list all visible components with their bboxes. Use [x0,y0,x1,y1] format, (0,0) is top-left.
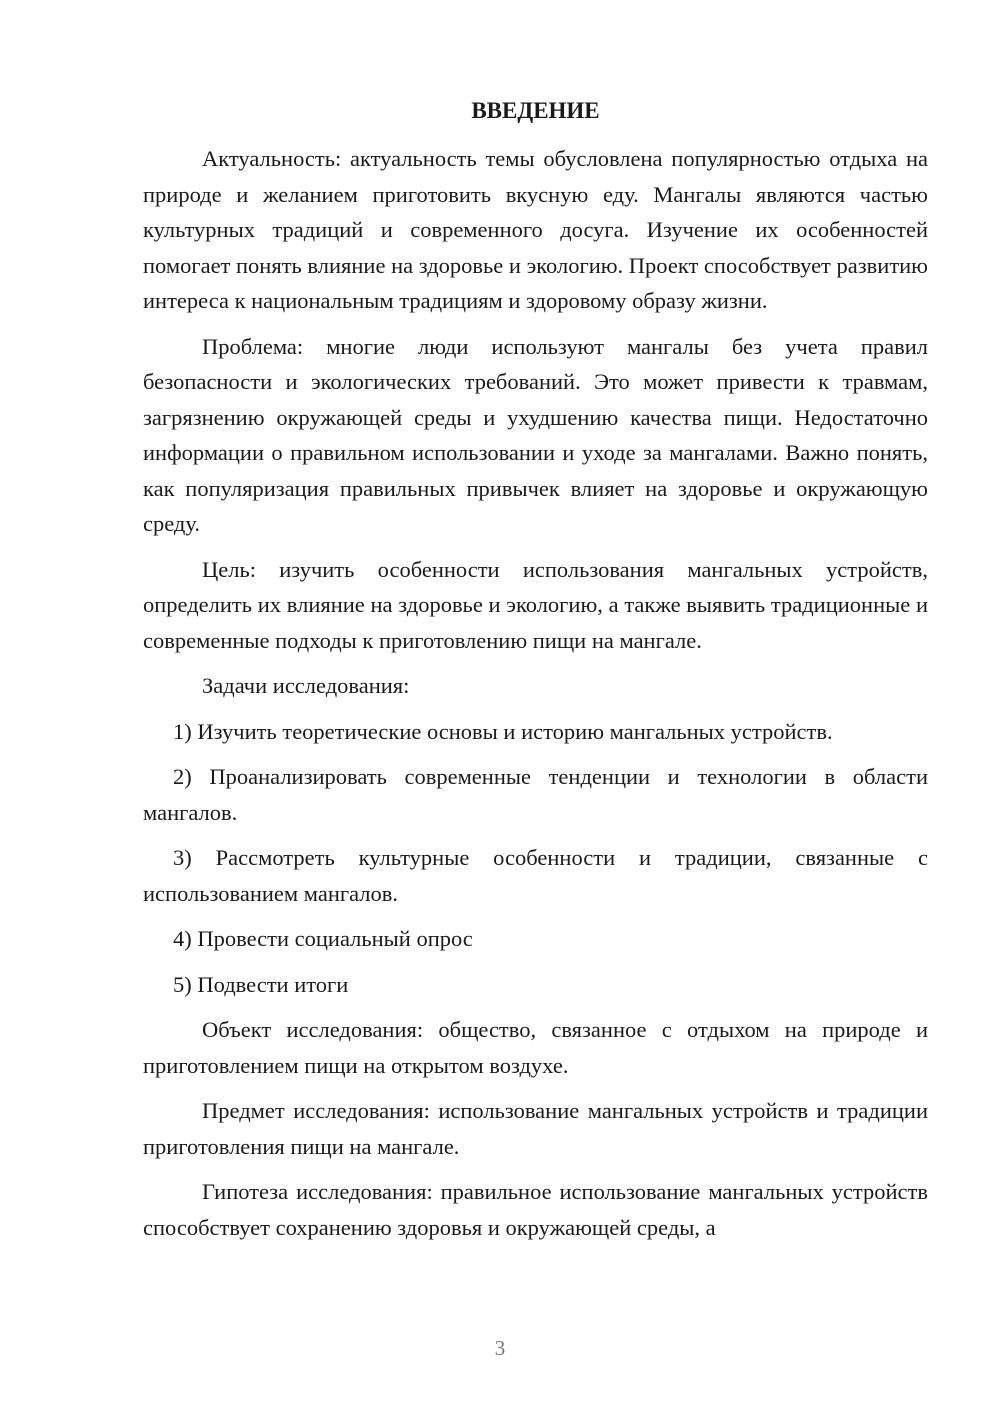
paragraph-goal: Цель: изучить особенности использования мангальных устройств, определить их влияние на здоровье и экологию, а также выявить традиционные и современные подходы к приготовлению пищи на мангале. [143,556,928,653]
paragraph-hypothesis: Гипотеза исследования: правильное использование мангальных устройств способствует сохранению здоровья и окружающей среды, а [143,1179,928,1240]
paragraph-tasks-heading: Задачи исследования: [202,673,410,698]
task-item-2: 2) Проанализировать современные тенденции и технологии в области мангалов. [143,764,928,825]
paragraph-subject: Предмет исследования: использование мангальных устройств и традиции приготовления пищи на мангале. [143,1098,928,1159]
task-item-5: 5) Подвести итоги [173,971,349,997]
paragraph-object: Объект исследования: общество, связанное с отдыхом на природе и приготовлением пищи на открытом воздухе. [143,1017,928,1078]
task-item-1: 1) Изучить теоретические основы и историю мангальных устройств. [173,718,833,744]
page-number: 3 [494,1336,506,1360]
task-item-3: 3) Рассмотреть культурные особенности и традиции, связанные с использованием мангалов. [143,845,928,906]
page-title: ВВЕДЕНИЕ [471,98,600,123]
task-item-4: 4) Провести социальный опрос [173,926,473,951]
paragraph-problem: Проблема: многие люди используют мангалы без учета правил безопасности и экологических требований. Это может привести к травмам, загрязнению окружающей среды и ухудшению качества пищи. Недостаточно информации о правильном использовании и уходе за мангалами. Важно понять, как популяризация правильных привычек влияет на здоровье и окружающую среду. [143,333,928,536]
document-body [143,141,928,1255]
paragraph-relevance: Актуальность: актуальность темы обусловлена популярностью отдыха на природе и желанием приготовить вкусную еду. Мангалы являются частью культурных традиций и современного досуга. Изучение их особенностей помогает понять влияние на здоровье и экологию. Проект способствует развитию интереса к национальным традициям и здоровому образу жизни. [143,146,928,313]
